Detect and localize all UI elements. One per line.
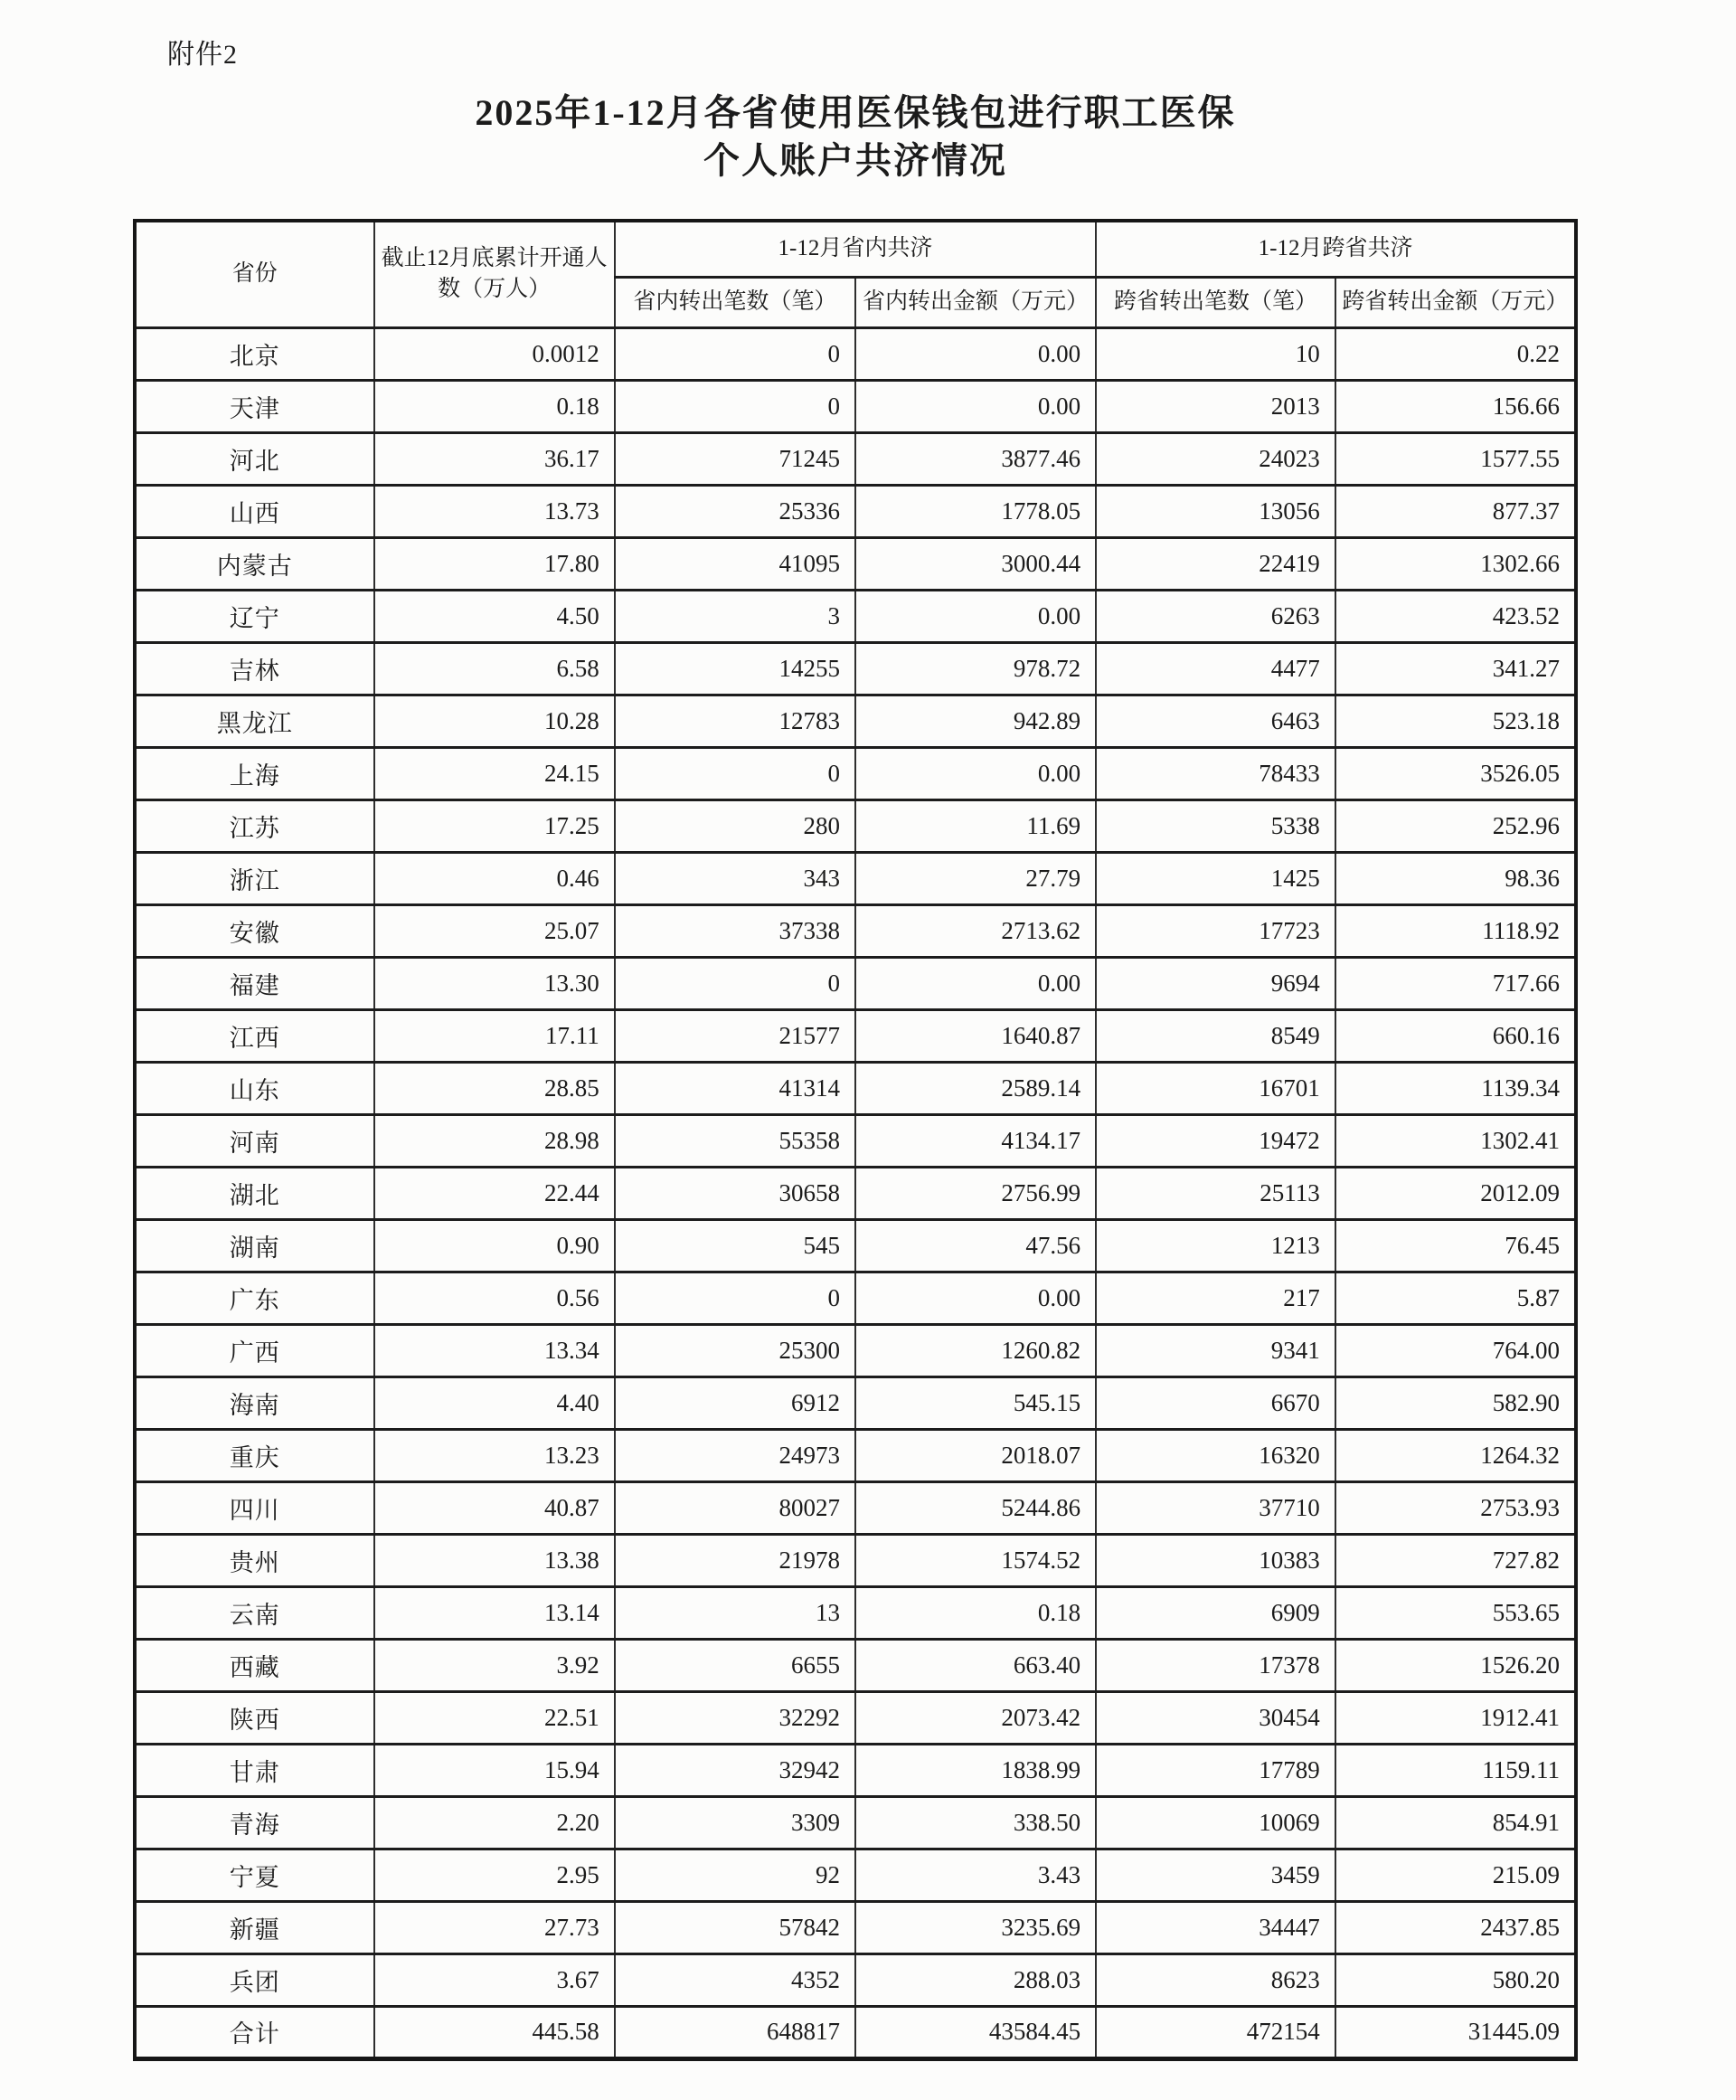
province-cell: 湖南 [135,1219,374,1272]
value-cell: 445.58 [374,2006,615,2058]
value-cell: 22419 [1096,537,1335,590]
value-cell: 17.25 [374,799,615,852]
table-row [135,1534,1576,1586]
value-cell: 423.52 [1335,590,1576,642]
value-cell: 3309 [615,1796,855,1849]
col-header-intra-count: 省内转出笔数（笔） [615,277,855,327]
value-cell: 2753.93 [1335,1481,1576,1534]
value-cell: 1778.05 [855,485,1096,537]
value-cell: 71245 [615,432,855,485]
value-cell: 25336 [615,485,855,537]
value-cell: 0 [615,747,855,799]
value-cell: 1264.32 [1335,1429,1576,1481]
value-cell: 0 [615,327,855,380]
table-row [135,1953,1576,2006]
table-row [135,642,1576,695]
table-row [135,380,1576,432]
value-cell: 2713.62 [855,904,1096,957]
value-cell: 2.20 [374,1796,615,1849]
value-cell: 6909 [1096,1586,1335,1639]
value-cell: 523.18 [1335,695,1576,747]
total-row [135,2006,1576,2058]
table-row [135,1114,1576,1167]
province-cell: 黑龙江 [135,695,374,747]
value-cell: 4352 [615,1953,855,2006]
value-cell: 648817 [615,2006,855,2058]
table-row [135,1062,1576,1114]
value-cell: 580.20 [1335,1953,1576,2006]
province-cell: 广东 [135,1272,374,1324]
value-cell: 43584.45 [855,2006,1096,2058]
value-cell: 1912.41 [1335,1691,1576,1744]
value-cell: 0.56 [374,1272,615,1324]
value-cell: 16701 [1096,1062,1335,1114]
value-cell: 1577.55 [1335,432,1576,485]
table-row [135,1324,1576,1376]
value-cell: 1260.82 [855,1324,1096,1376]
table-row [135,327,1576,380]
value-cell: 1118.92 [1335,904,1576,957]
value-cell: 2.95 [374,1849,615,1901]
value-cell: 8623 [1096,1953,1335,2006]
value-cell: 343 [615,852,855,904]
value-cell: 3.67 [374,1953,615,2006]
value-cell: 2756.99 [855,1167,1096,1219]
value-cell: 57842 [615,1901,855,1953]
value-cell: 98.36 [1335,852,1576,904]
province-cell: 浙江 [135,852,374,904]
value-cell: 0.00 [855,1272,1096,1324]
value-cell: 76.45 [1335,1219,1576,1272]
value-cell: 40.87 [374,1481,615,1534]
value-cell: 41314 [615,1062,855,1114]
table-row [135,799,1576,852]
value-cell: 6463 [1096,695,1335,747]
attachment-label: 附件2 [167,40,238,70]
province-cell: 西藏 [135,1639,374,1691]
value-cell: 0.00 [855,957,1096,1009]
province-cell: 辽宁 [135,590,374,642]
table-row [135,590,1576,642]
value-cell: 3.43 [855,1849,1096,1901]
col-header-opened-total: 截止12月底累计开通人数（万人） [374,221,615,327]
value-cell: 0.90 [374,1219,615,1272]
value-cell: 1302.66 [1335,537,1576,590]
value-cell: 4.50 [374,590,615,642]
value-cell: 2012.09 [1335,1167,1576,1219]
value-cell: 582.90 [1335,1376,1576,1429]
table-row [135,1376,1576,1429]
province-cell: 甘肃 [135,1744,374,1796]
value-cell: 1159.11 [1335,1744,1576,1796]
page-title-line1: 2025年1-12月各省使用医保钱包进行职工医保 [475,92,1236,133]
value-cell: 280 [615,799,855,852]
value-cell: 27.79 [855,852,1096,904]
value-cell: 10069 [1096,1796,1335,1849]
table-row [135,1849,1576,1901]
province-cell: 江西 [135,1009,374,1062]
value-cell: 24973 [615,1429,855,1481]
province-cell: 陕西 [135,1691,374,1744]
value-cell: 2437.85 [1335,1901,1576,1953]
value-cell: 4134.17 [855,1114,1096,1167]
table-row [135,695,1576,747]
value-cell: 1526.20 [1335,1639,1576,1691]
value-cell: 338.50 [855,1796,1096,1849]
value-cell: 12783 [615,695,855,747]
value-cell: 17789 [1096,1744,1335,1796]
value-cell: 34447 [1096,1901,1335,1953]
header-row-groups [135,221,1576,277]
value-cell: 156.66 [1335,380,1576,432]
value-cell: 0.00 [855,747,1096,799]
province-cell: 福建 [135,957,374,1009]
province-cell: 河南 [135,1114,374,1167]
value-cell: 47.56 [855,1219,1096,1272]
col-header-intra-amount: 省内转出金额（万元） [855,277,1096,327]
value-cell: 545.15 [855,1376,1096,1429]
table-row [135,1481,1576,1534]
table-row [135,537,1576,590]
table-row [135,1586,1576,1639]
value-cell: 3459 [1096,1849,1335,1901]
value-cell: 942.89 [855,695,1096,747]
group-header-cross-province: 1-12月跨省共济 [1096,221,1576,277]
value-cell: 978.72 [855,642,1096,695]
value-cell: 10.28 [374,695,615,747]
value-cell: 13.30 [374,957,615,1009]
value-cell: 15.94 [374,1744,615,1796]
value-cell: 9694 [1096,957,1335,1009]
table-row [135,1009,1576,1062]
value-cell: 78433 [1096,747,1335,799]
col-header-province: 省份 [135,221,374,327]
table-row [135,747,1576,799]
province-cell: 广西 [135,1324,374,1376]
col-header-cross-count: 跨省转出笔数（笔） [1096,277,1335,327]
province-cell: 云南 [135,1586,374,1639]
table-body [135,327,1576,2058]
province-cell: 山东 [135,1062,374,1114]
value-cell: 3235.69 [855,1901,1096,1953]
value-cell: 13.14 [374,1586,615,1639]
value-cell: 16320 [1096,1429,1335,1481]
province-cell: 内蒙古 [135,537,374,590]
value-cell: 215.09 [1335,1849,1576,1901]
value-cell: 14255 [615,642,855,695]
table-header [135,221,1576,327]
value-cell: 21577 [615,1009,855,1062]
value-cell: 17723 [1096,904,1335,957]
table-row [135,485,1576,537]
value-cell: 13.23 [374,1429,615,1481]
value-cell: 80027 [615,1481,855,1534]
value-cell: 8549 [1096,1009,1335,1062]
table-row [135,904,1576,957]
value-cell: 17.80 [374,537,615,590]
value-cell: 0.00 [855,327,1096,380]
value-cell: 92 [615,1849,855,1901]
provinces-mutual-aid-table [133,219,1578,2061]
value-cell: 1574.52 [855,1534,1096,1586]
value-cell: 472154 [1096,2006,1335,2058]
value-cell: 0 [615,1272,855,1324]
value-cell: 6263 [1096,590,1335,642]
value-cell: 32292 [615,1691,855,1744]
value-cell: 41095 [615,537,855,590]
value-cell: 21978 [615,1534,855,1586]
value-cell: 13.34 [374,1324,615,1376]
table-row [135,1796,1576,1849]
province-cell: 宁夏 [135,1849,374,1901]
province-cell: 合计 [135,2006,374,2058]
province-cell: 吉林 [135,642,374,695]
value-cell: 55358 [615,1114,855,1167]
province-cell: 河北 [135,432,374,485]
table-row [135,1219,1576,1272]
value-cell: 1838.99 [855,1744,1096,1796]
value-cell: 341.27 [1335,642,1576,695]
value-cell: 28.98 [374,1114,615,1167]
table-row [135,1744,1576,1796]
value-cell: 0.46 [374,852,615,904]
value-cell: 1640.87 [855,1009,1096,1062]
province-cell: 湖北 [135,1167,374,1219]
value-cell: 24.15 [374,747,615,799]
value-cell: 877.37 [1335,485,1576,537]
province-cell: 天津 [135,380,374,432]
province-cell: 北京 [135,327,374,380]
value-cell: 1302.41 [1335,1114,1576,1167]
province-cell: 新疆 [135,1901,374,1953]
value-cell: 764.00 [1335,1324,1576,1376]
value-cell: 32942 [615,1744,855,1796]
value-cell: 1213 [1096,1219,1335,1272]
value-cell: 13 [615,1586,855,1639]
value-cell: 19472 [1096,1114,1335,1167]
province-cell: 海南 [135,1376,374,1429]
table-row [135,1167,1576,1219]
value-cell: 25.07 [374,904,615,957]
value-cell: 30658 [615,1167,855,1219]
province-cell: 四川 [135,1481,374,1534]
value-cell: 0 [615,957,855,1009]
value-cell: 4477 [1096,642,1335,695]
table-row [135,1639,1576,1691]
province-cell: 山西 [135,485,374,537]
value-cell: 217 [1096,1272,1335,1324]
value-cell: 6655 [615,1639,855,1691]
province-cell: 贵州 [135,1534,374,1586]
value-cell: 854.91 [1335,1796,1576,1849]
value-cell: 22.51 [374,1691,615,1744]
value-cell: 2013 [1096,380,1335,432]
value-cell: 31445.09 [1335,2006,1576,2058]
value-cell: 663.40 [855,1639,1096,1691]
value-cell: 553.65 [1335,1586,1576,1639]
province-cell: 兵团 [135,1953,374,2006]
value-cell: 0.00 [855,380,1096,432]
value-cell: 545 [615,1219,855,1272]
value-cell: 37338 [615,904,855,957]
value-cell: 13.73 [374,485,615,537]
value-cell: 0 [615,380,855,432]
table-row [135,1272,1576,1324]
value-cell: 1139.34 [1335,1062,1576,1114]
value-cell: 660.16 [1335,1009,1576,1062]
value-cell: 5244.86 [855,1481,1096,1534]
table-row [135,1901,1576,1953]
value-cell: 3000.44 [855,537,1096,590]
value-cell: 252.96 [1335,799,1576,852]
value-cell: 3 [615,590,855,642]
value-cell: 288.03 [855,1953,1096,2006]
value-cell: 0.18 [855,1586,1096,1639]
value-cell: 28.85 [374,1062,615,1114]
province-cell: 江苏 [135,799,374,852]
page-title-line2: 个人账户共济情况 [703,140,1007,181]
value-cell: 4.40 [374,1376,615,1429]
value-cell: 3877.46 [855,432,1096,485]
value-cell: 9341 [1096,1324,1335,1376]
value-cell: 36.17 [374,432,615,485]
value-cell: 22.44 [374,1167,615,1219]
page-title [133,89,1578,184]
province-cell: 安徽 [135,904,374,957]
value-cell: 0.22 [1335,327,1576,380]
value-cell: 17.11 [374,1009,615,1062]
table-row [135,1691,1576,1744]
value-cell: 2073.42 [855,1691,1096,1744]
value-cell: 0.00 [855,590,1096,642]
value-cell: 2018.07 [855,1429,1096,1481]
value-cell: 17378 [1096,1639,1335,1691]
value-cell: 3.92 [374,1639,615,1691]
value-cell: 5.87 [1335,1272,1576,1324]
table-row [135,432,1576,485]
value-cell: 27.73 [374,1901,615,1953]
value-cell: 2589.14 [855,1062,1096,1114]
value-cell: 30454 [1096,1691,1335,1744]
value-cell: 717.66 [1335,957,1576,1009]
value-cell: 25300 [615,1324,855,1376]
value-cell: 727.82 [1335,1534,1576,1586]
value-cell: 5338 [1096,799,1335,852]
group-header-intra-province: 1-12月省内共济 [615,221,1096,277]
value-cell: 11.69 [855,799,1096,852]
province-cell: 青海 [135,1796,374,1849]
value-cell: 0.18 [374,380,615,432]
table-row [135,852,1576,904]
col-header-cross-amount: 跨省转出金额（万元） [1335,277,1576,327]
value-cell: 6912 [615,1376,855,1429]
value-cell: 6670 [1096,1376,1335,1429]
table-row [135,1429,1576,1481]
value-cell: 25113 [1096,1167,1335,1219]
value-cell: 0.0012 [374,327,615,380]
value-cell: 6.58 [374,642,615,695]
value-cell: 24023 [1096,432,1335,485]
province-cell: 上海 [135,747,374,799]
value-cell: 13056 [1096,485,1335,537]
value-cell: 37710 [1096,1481,1335,1534]
value-cell: 1425 [1096,852,1335,904]
value-cell: 3526.05 [1335,747,1576,799]
value-cell: 10383 [1096,1534,1335,1586]
value-cell: 13.38 [374,1534,615,1586]
table-row [135,957,1576,1009]
value-cell: 10 [1096,327,1335,380]
province-cell: 重庆 [135,1429,374,1481]
